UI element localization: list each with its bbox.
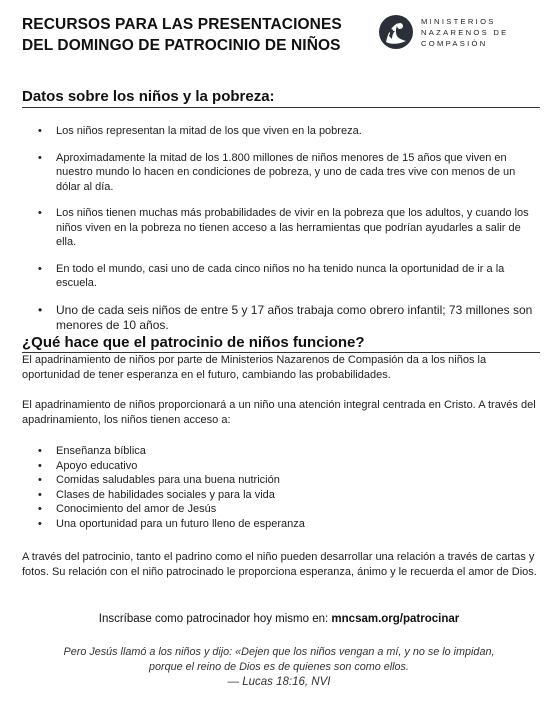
bullet-icon: •	[38, 517, 42, 530]
logo-line-2: NAZARENOS DE	[421, 28, 509, 37]
bullet-icon: •	[38, 125, 42, 137]
list-item	[38, 444, 518, 459]
document-title	[22, 14, 342, 56]
bullet-icon: •	[38, 503, 42, 516]
list-item-text: Conocimiento del amor de Jesús	[56, 503, 217, 516]
quote-line-1: Pero Jesús llamó a los niños y dijo: «Dejen que los niños vengan a mí, y no se lo impidan,	[63, 646, 495, 658]
facts-heading: Datos sobre los niños y la pobreza:	[22, 88, 275, 105]
access-list	[38, 444, 518, 532]
how-paragraph-3: A través del patrocinio, tanto el padrino como el niño pueden desarrollar una relación a través de cartas y fotos. Su relación con el niño patrocinado le proporciona esperanza, ánimo y le recuerda el amor de Dios.	[22, 551, 537, 578]
list-item-text: Uno de cada seis niños de entre 5 y 17 años trabaja como obrero infantil; 73 millones son menores de 10 años.	[56, 302, 533, 332]
list-item	[38, 151, 533, 195]
list-item	[38, 488, 518, 503]
bullet-icon: •	[38, 262, 42, 275]
quote-line-2: porque el reino de Dios es de quienes son como ellos.	[149, 661, 409, 673]
scripture-quote	[0, 645, 558, 690]
bullet-icon: •	[38, 445, 42, 457]
bullet-icon: •	[38, 207, 42, 219]
how-heading: ¿Qué hace que el patrocinio de niños funcione?	[22, 334, 365, 351]
list-item	[38, 206, 533, 250]
facts-list	[38, 124, 533, 346]
ministry-emblem-icon	[378, 14, 414, 50]
list-item	[38, 502, 518, 517]
list-item	[38, 473, 518, 488]
list-item	[38, 303, 533, 334]
bullet-icon: •	[38, 302, 43, 317]
logo-wordmark	[421, 16, 509, 49]
list-item-text: Los niños tienen muchas más probabilidades de vivir en la pobreza que los adultos, y cuando los niños viven en la pobreza no tienen acceso a las herramientas que podrían ayudarles a salir de ella.	[56, 207, 529, 248]
title-line-2: DEL DOMINGO DE PATROCINIO DE NIÑOS	[22, 37, 341, 54]
facts-divider	[22, 107, 540, 108]
ministry-logo	[378, 14, 548, 54]
quote-citation: — Lucas 18:16, NVI	[227, 676, 331, 688]
list-item-text: Los niños representan la mitad de los que viven en la pobreza.	[56, 125, 362, 137]
list-item-text: Aproximadamente la mitad de los 1.800 millones de niños menores de 15 años que viven en nuestro mundo lo hacen en condiciones de pobreza, y uno de cada tres vive con menos de un dólar al día.	[56, 151, 516, 193]
list-item	[38, 124, 533, 139]
document-header	[22, 14, 542, 60]
logo-line-3: COMPASIÓN	[421, 39, 488, 48]
bullet-icon: •	[38, 474, 42, 487]
list-item-text: Una oportunidad para un futuro lleno de esperanza	[56, 517, 305, 530]
list-item-text: En todo el mundo, casi uno de cada cinco niños no ha tenido nunca la oportunidad de ir a la escuela.	[56, 262, 505, 289]
bullet-icon: •	[38, 488, 42, 501]
list-item-text: Clases de habilidades sociales y para la vida	[56, 488, 275, 501]
how-paragraph-2: El apadrinamiento de niños proporcionará a un niño una atención integral centrada en Cristo. A través del apadrinamiento, los niños tienen acceso a:	[22, 399, 536, 426]
sponsor-link[interactable]: mncsam.org/patrocinar	[331, 613, 460, 625]
how-paragraph-1: El apadrinamiento de niños por parte de Ministerios Nazarenos de Compasión da a los niños la oportunidad de tener esperanza en el futuro, cambiando las probabilidades.	[22, 354, 487, 381]
list-item	[38, 459, 518, 474]
list-item-text: Enseñanza bíblica	[56, 445, 146, 457]
logo-line-1: MINISTERIOS	[421, 17, 496, 26]
bullet-icon: •	[38, 151, 42, 164]
list-item	[38, 517, 518, 532]
list-item	[38, 262, 533, 291]
sponsor-call-to-action	[0, 613, 558, 625]
cta-text: Inscríbase como patrocinador hoy mismo en:	[98, 613, 332, 625]
bullet-icon: •	[38, 459, 42, 472]
list-item-text: Apoyo educativo	[56, 459, 138, 472]
title-line-1: RECURSOS PARA LAS PRESENTACIONES	[22, 16, 342, 33]
list-item-text: Comidas saludables para una buena nutrición	[56, 474, 280, 487]
